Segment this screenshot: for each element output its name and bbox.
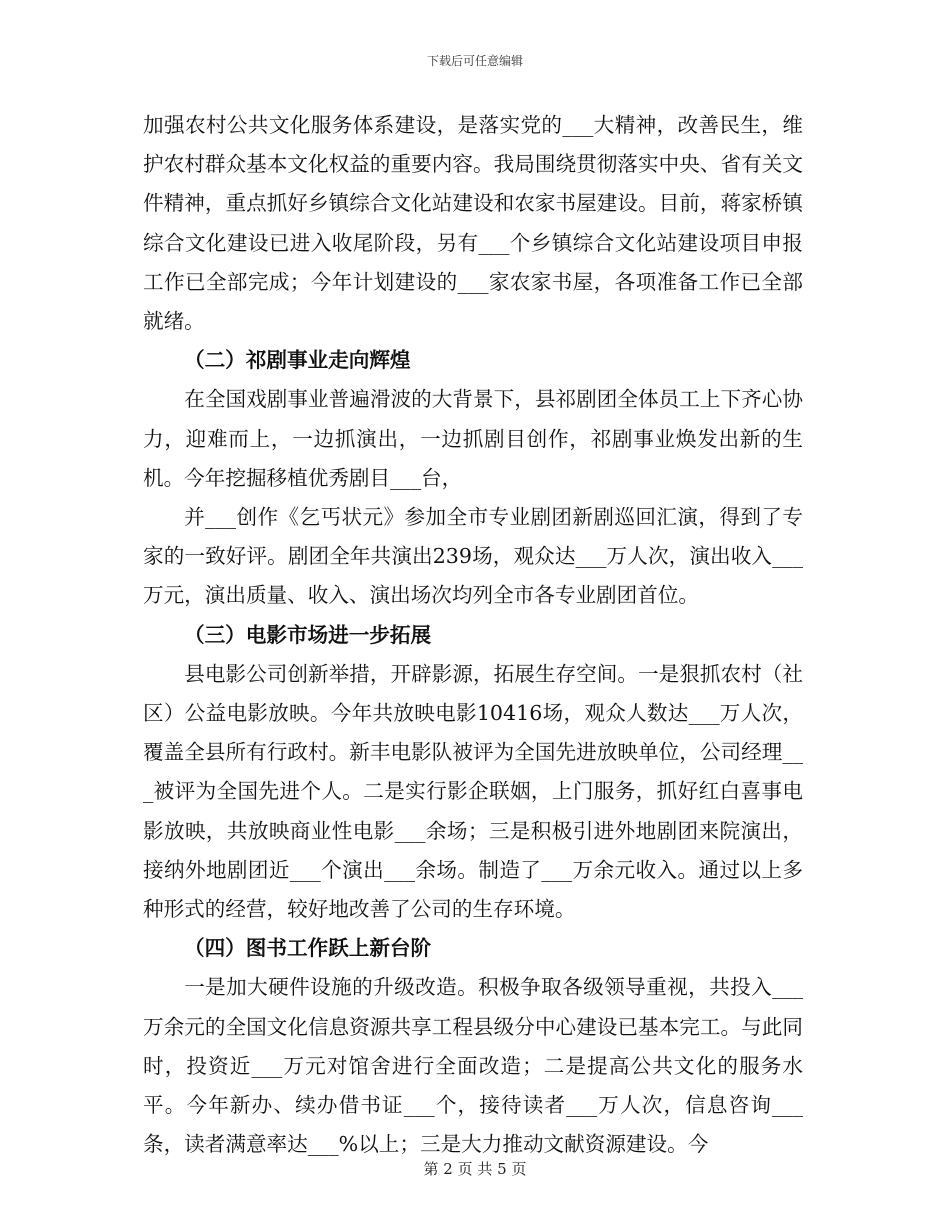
page-footer: 第 2 页 共 5 页 xyxy=(423,1160,527,1178)
section-heading-library: （四）图书工作跃上新台阶 xyxy=(184,936,432,961)
section-heading-qi-opera: （二）祁剧事业走向辉煌 xyxy=(184,348,411,373)
page-header: 下载后可任意编辑 xyxy=(426,54,523,68)
paragraph-library: 一是加大硬件设施的升级改造。积极争取各级领导重视，共投入___万余元的全国文化信息资源共享工程县级分中心建设已基本完工。与此同时，投资近___万元对馆舍进行全面改造；二是提高公共文化的服务水平。今年新办、续办借书证___个，接待读者___万人次，信息咨询___条，读者满意率达___%以上；三是大力推动文献资源建设。今 xyxy=(143,975,803,1157)
paragraph-rural-culture: 加强农村公共文化服务体系建设，是落实党的___大精神，改善民生，维护农村群众基本文化权益的重要内容。我局围绕贯彻落实中央、省有关文件精神，重点抓好乡镇综合文化站建设和农家书屋建设。目前，蒋家桥镇综合文化建设已进入收尾阶段，另有___个乡镇综合文化站建设项目申报工作已全部完成；今年计划建设的___家农家书屋，各项准备工作已全部就绪。 xyxy=(143,113,803,334)
section-heading-film-market: （三）电影市场进一步拓展 xyxy=(184,622,432,647)
document-body xyxy=(143,106,803,1164)
paragraph-film-market: 县电影公司创新举措，开辟影源，拓展生存空间。一是狠抓农村（社区）公益电影放映。今年共放映电影10416场，观众人数达___万人次，覆盖全县所有行政村。新丰电影队被评为全国先进放映单位，公司经理___被评为全国先进个人。二是实行影企联姻，上门服务，抓好红白喜事电影放映，共放映商业性电影___余场；三是积极引进外地剧团来院演出，接纳外地剧团近___个演出___余场。制造了___万余元收入。通过以上多种形式的经营，较好地改善了公司的生存环境。 xyxy=(143,661,803,922)
paragraph-qi-opera-performance: 并___创作《乞丐状元》参加全市专业剧团新剧巡回汇演，得到了专家的一致好评。剧团全年共演出239场，观众达___万人次，演出收入___万元，演出质量、收入、演出场次均列全市各专业剧团首位。 xyxy=(143,505,803,608)
paragraph-qi-opera: 在全国戏剧事业普遍滑波的大背景下，县祁剧团全体员工上下齐心协力，迎难而上，一边抓演出，一边抓剧目创作，祁剧事业焕发出新的生机。今年挖掘移植优秀剧目___台， xyxy=(143,387,803,490)
